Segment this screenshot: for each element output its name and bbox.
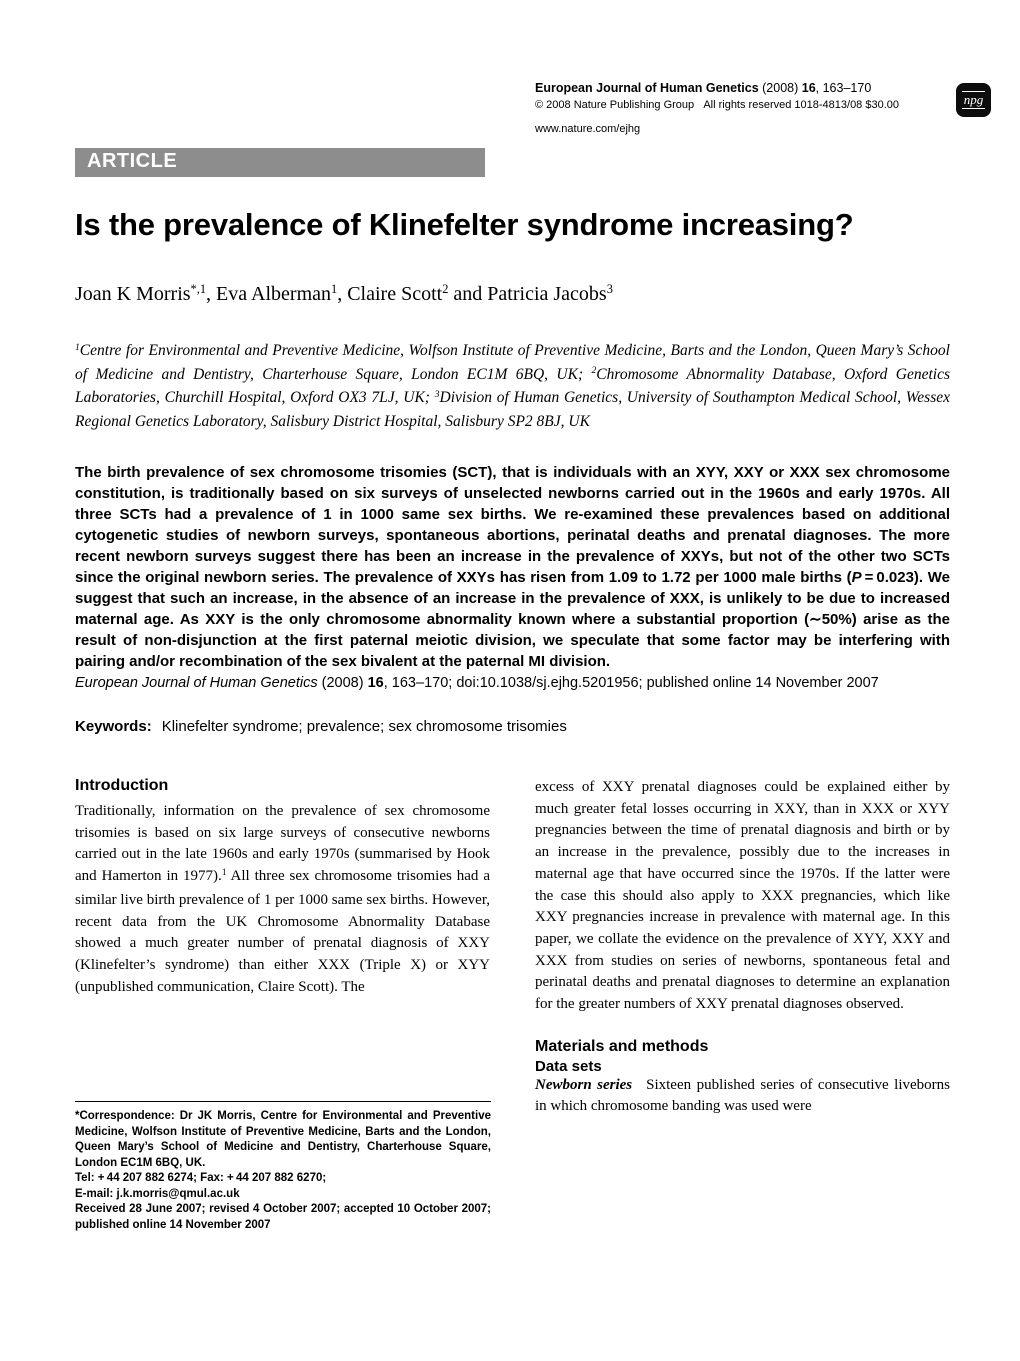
copyright-line: © 2008 Nature Publishing Group All rights reserved 1018-4813/08 $30.00 [535, 99, 899, 112]
author-sup: *,1 [190, 282, 207, 297]
volume-number: 16 [801, 81, 816, 95]
author-list: Joan K Morris$^{*,1}$, Eva Alberman$^1$, Claire Scott$^2$ and Patricia Jacobs$^3$ [75, 282, 613, 305]
author-name: Eva Alberman [216, 283, 332, 305]
p-value-symbol: P [851, 569, 862, 586]
keywords-label: Keywords: [75, 718, 152, 735]
section-heading-introduction: Introduction [75, 777, 169, 794]
author-sup: 2 [442, 282, 449, 297]
paper-title: Is the prevalence of Klinefelter syndrome increasing? [75, 207, 854, 242]
affiliation-sup: 1 [75, 341, 80, 353]
email-line: E-mail: j.k.morris@qmul.ac.uk [75, 1187, 240, 1200]
affiliation-sup: 3 [434, 388, 440, 400]
doi-line: European Journal of Human Genetics (2008) 16, 163–170; doi:10.1038/sj.ejhg.5201956; published online 14 November 2007 [75, 675, 879, 691]
journal-name: European Journal of Human Genetics [535, 81, 759, 95]
author-name: Joan K Morris [75, 283, 191, 305]
author-name: Patricia Jacobs [487, 283, 607, 305]
doi-volume: 16 [367, 675, 384, 691]
doi-journal-name: European Journal of Human Genetics [75, 675, 318, 691]
author-sup: 3 [606, 282, 613, 297]
abstract-text: The birth prevalence of sex chromosome trisomies (SCT), that is individuals with an XYY, XXY or XXX sex chromosome constitution, is traditionally based on six surveys of unselected newborns carried out in the 1960s and early 1970s. All three SCTs had a prevalence of 1 in 1000 same sex births. We re-examined these prevalences based on additional cytogenetic studies of newborn surveys, spontaneous abortions, perinatal deaths and prenatal diagnoses. The more recent newborn surveys suggest there has been an increase in the prevalence of XXYs, but not of the other two SCTs since the original newborn series. The prevalence of XXYs has risen from 1.09 to 1.72 per 1000 male births ( [75, 464, 950, 586]
received-dates-line: Received 28 June 2007; revised 4 October 2007; accepted 10 October 2007; published online 14 November 2007 [75, 1203, 491, 1231]
newborn-series-label: Newborn series [535, 1076, 633, 1093]
journal-website: www.nature.com/ejhg [535, 123, 641, 136]
affiliation-text: Division of Human Genetics, University of Southampton Medical School, Wessex Regional Genetics Laboratory, Salisbury District Hospital, Salisbury SP2 8BJ, UK [75, 389, 950, 430]
affiliation-text: Chromosome Abnormality Database, Oxford Genetics Laboratories, Churchill Hospital, Oxford OX3 7LJ, UK; [75, 365, 950, 406]
affiliation-sup: 2 [591, 365, 597, 377]
keywords-line [75, 718, 950, 735]
journal-citation: European Journal of Human Genetics (2008) 16, 163–170 [535, 81, 872, 95]
correspondence-footnote [75, 1101, 491, 1233]
affiliation-text: Centre for Environmental and Preventive Medicine, Wolfson Institute of Preventive Medicine, Barts and the London, Queen Mary’s School of Medicine and Dentistry, Charterhouse Square, London EC1M 6BQ, UK; [75, 342, 950, 383]
author-name: Claire Scott [347, 283, 443, 305]
doi-rest: , 163–170; doi:10.1038/sj.ejhg.5201956; published online 14 November 2007 [383, 675, 879, 691]
left-column [75, 777, 490, 1118]
article-label: ARTICLE [75, 148, 485, 177]
npg-logo-icon [956, 83, 991, 117]
author-sup: 1 [331, 282, 338, 297]
affiliations [75, 340, 950, 432]
section-heading-materials-methods: Materials and methods [535, 1037, 709, 1055]
right-column [535, 777, 950, 1118]
telephone-fax-line: Tel: + 44 207 882 6274; Fax: + 44 207 882 6270; [75, 1172, 327, 1184]
journal-header [535, 80, 935, 138]
npg-logo-text: npg [963, 92, 984, 107]
abstract-text: = 0.023). We suggest that such an increase, in the absence of an increase in the prevalence of XXX, is unlikely to be due to increased maternal age. As XXY is the only chromosome abnormality known where a substantial proportion (∼50%) arise as the result of non-disjunction at the first paternal meiotic division, we speculate that some factor may be interfering with pairing and/or recombination of the sex bivalent at the paternal MI division. [75, 569, 950, 670]
abstract [75, 462, 950, 672]
right-column-paragraph: excess of XXY prenatal diagnoses could be explained either by much greater fetal losses occurring in XXY, than in XXX or XYY pregnancies between the time of prenatal diagnosis and birth or by an increase in the prevalence, possibly due to the increases in maternal age that have occurred since the 1970s. If the latter were the case this should also apply to XXX pregnancies, which like XXY pregnancies increase in prevalence with maternal age. In this paper, we collate the evidence on the prevalence of XYY, XXY and XXX from studies on series of newborns, spontaneous fetal and perinatal deaths and prenatal diagnoses to determine an explanation for the greater numbers of XXY prenatal diagnoses observed. [535, 779, 950, 1013]
subsection-heading-data-sets: Data sets [535, 1057, 602, 1075]
body-columns [75, 777, 950, 1118]
keywords-text: Klinefelter syndrome; prevalence; sex chromosome trisomies [161, 718, 567, 735]
intro-paragraph: Traditionally, information on the prevalence of sex chromosome trisomies is based on six large surveys of consecutive newborns carried out in the late 1960s and early 1970s (summarised by Hook and Hamerton in 1977).$^1$ All three sex chromosome trisomies had a similar live birth prevalence of 1 per 1000 same sex births. However, recent data from the UK Chromosome Abnormality Database showed a much greater number of prenatal diagnosis of XXY (Klinefelter’s syndrome) than either XXX (Triple X) or XYY (unpublished communication, Claire Scott). The [75, 803, 490, 995]
correspondence-text: *Correspondence: Dr JK Morris, Centre for Environmental and Preventive Medicine, Wolfson Institute of Preventive Medicine, Barts and the London, Queen Mary’s School of Medicine and Dentistry, Charterhouse Square, London EC1M 6BQ, UK. [75, 1110, 491, 1169]
newborn-series-paragraph: Newborn series Sixteen published series of consecutive liveborns in which chromosome banding was used were [535, 1076, 950, 1115]
reference-marker: 1 [221, 868, 227, 878]
